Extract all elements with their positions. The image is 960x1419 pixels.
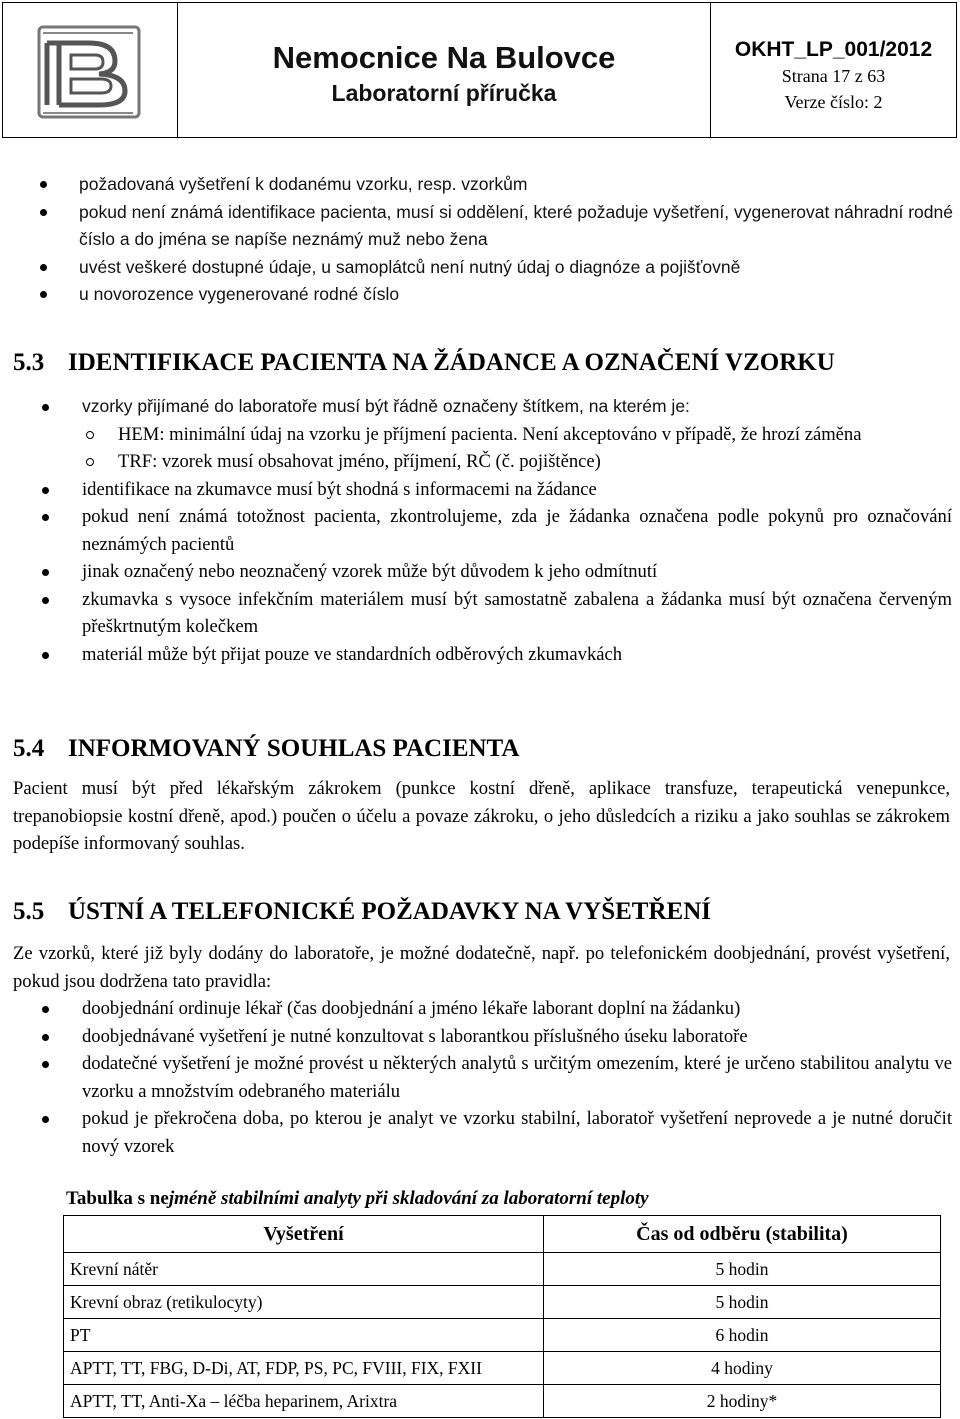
table-caption-plain: Tabulka s ne (66, 1188, 169, 1209)
document-code: OKHT_LP_001/2012 (734, 38, 933, 61)
stability-cell: 2 hodiny* (544, 1385, 941, 1418)
sublist-item: TRF: vzorek musí obsahovat jméno, příjmení, RČ (č. pojištěnce) (0, 448, 960, 476)
section-number: 5.3 (13, 349, 45, 376)
column-header-test: Vyšetření (64, 1216, 544, 1253)
identification-sublist (0, 421, 960, 476)
list-item: pokud není známá identifikace pacienta, musí si oddělení, které požaduje vyšetření, vygenerovat náhradní rodné číslo a do jména se napíše neznámý muž nebo žena (0, 199, 960, 254)
list-item-text: vzorky přijímané do laboratoře musí být řádně označeny štítkem, na kterém je: (82, 396, 690, 416)
table-caption-italic: jméně stabilními analyty při skladování za laboratorní teploty (168, 1188, 649, 1209)
section-title: ÚSTNÍ A TELEFONICKÉ POŽADAVKY NA VYŠETŘENÍ (68, 898, 711, 925)
identification-list-rest (0, 476, 960, 669)
table-row (64, 1286, 941, 1319)
list-item: materiál může být přijat pouze ve standardních odběrových zkumavkách (0, 641, 960, 669)
table-header-row (64, 1216, 941, 1253)
version-number: Verze číslo: 2 (784, 92, 883, 112)
list-item: u novorozence vygenerované rodné číslo (0, 281, 960, 309)
page-number: Strana 17 z 63 (781, 66, 886, 86)
table-row (64, 1319, 941, 1352)
list-item: dodatečné vyšetření je možné provést u některých analytů s určitým omezením, které je určeno stabilitou analytu ve vzorku a množstvím odebraného materiálu (0, 1050, 960, 1105)
section-5-5-list-block (0, 995, 960, 1160)
intro-list-block (0, 171, 960, 309)
list-item: jinak označený nebo neoznačený vzorek může být důvodem k jeho odmítnutí (0, 558, 960, 586)
test-cell: APTT, TT, Anti-Xa – léčba heparinem, Arixtra (64, 1385, 544, 1418)
section-number: 5.4 (13, 735, 45, 762)
list-item: identifikace na zkumavce musí být shodná s informacemi na žádance (0, 476, 960, 504)
stability-cell: 6 hodin (544, 1319, 941, 1352)
test-cell: Krevní obraz (retikulocyty) (64, 1286, 544, 1319)
phone-requests-paragraph: Ze vzorků, které již byly dodány do laboratoře, je možné dodatečně, např. po telefonickém doobjednání, provést vyšetření, pokud jsou dodržena tato pravidla: (13, 943, 950, 992)
stability-table (63, 1215, 941, 1418)
section-title: IDENTIFIKACE PACIENTA NA ŽÁDANCE A OZNAČENÍ VZORKU (68, 349, 835, 376)
section-number: 5.5 (13, 898, 45, 925)
phone-requests-list (0, 995, 960, 1160)
test-cell: PT (64, 1319, 544, 1352)
hospital-name: Nemocnice Na Bulovce (272, 40, 616, 75)
page-header (2, 2, 957, 138)
table-caption (66, 1186, 649, 1212)
section-heading-5-3 (13, 348, 835, 378)
section-title: INFORMOVANÝ SOUHLAS PACIENTA (68, 735, 520, 762)
intro-list (0, 171, 960, 309)
table-row (64, 1385, 941, 1418)
section-5-3-body (0, 393, 960, 668)
header-title-cell (178, 3, 711, 137)
column-header-stability: Čas od odběru (stabilita) (544, 1216, 941, 1253)
list-item: pokud není známá totožnost pacienta, zkontrolujeme, zda je žádanka označena podle pokynů pro označování neznámých pacientů (0, 503, 960, 558)
document-title: Laboratorní příručka (331, 80, 557, 106)
stability-cell: 4 hodiny (544, 1352, 941, 1385)
list-item: požadovaná vyšetření k dodanému vzorku, resp. vzorkům (0, 171, 960, 199)
header-meta-cell (711, 3, 956, 137)
stability-cell: 5 hodin (544, 1286, 941, 1319)
list-item: uvést veškeré dostupné údaje, u samoplátců není nutný údaj o diagnóze a pojišťovně (0, 254, 960, 282)
stability-cell: 5 hodin (544, 1253, 941, 1286)
hospital-logo-icon (3, 3, 175, 136)
test-cell: APTT, TT, FBG, D-Di, AT, FDP, PS, PC, FVIII, FIX, FXII (64, 1352, 544, 1385)
test-cell: Krevní nátěr (64, 1253, 544, 1286)
list-item: doobjednání ordinuje lékař (čas doobjednání a jméno lékaře laborant doplní na žádanku) (0, 995, 960, 1023)
table-row (64, 1352, 941, 1385)
list-item: pokud je překročena doba, po kterou je analyt ve vzorku stabilní, laboratoř vyšetření neprovede a je nutné doručit nový vzorek (0, 1105, 960, 1160)
table-row (64, 1253, 941, 1286)
logo-cell (3, 3, 178, 137)
section-heading-5-4 (13, 734, 519, 764)
list-item: zkumavka s vysoce infekčním materiálem musí být samostatně zabalena a žádanka musí být označena červeným přeškrtnutým kolečkem (0, 586, 960, 641)
informed-consent-paragraph: Pacient musí být před lékařským zákrokem (punkce kostní dřeně, aplikace transfuze, terapeutická venepunkce, trepanobiopsie kostní dřeně, apod.) poučen o účelu a povaze zákroku, o jeho důsledcích a riziku a jako souhlas se zákrokem podepíše informovaný souhlas. (13, 778, 950, 854)
list-item: doobjednávané vyšetření je nutné konzultovat s laborantkou příslušného úseku laboratoře (0, 1023, 960, 1051)
sublist-item: HEM: minimální údaj na vzorku je příjmení pacienta. Není akceptováno v případě, že hrozí záměna (0, 421, 960, 449)
identification-list (0, 393, 960, 421)
list-item (0, 393, 960, 421)
section-heading-5-5 (13, 897, 711, 927)
